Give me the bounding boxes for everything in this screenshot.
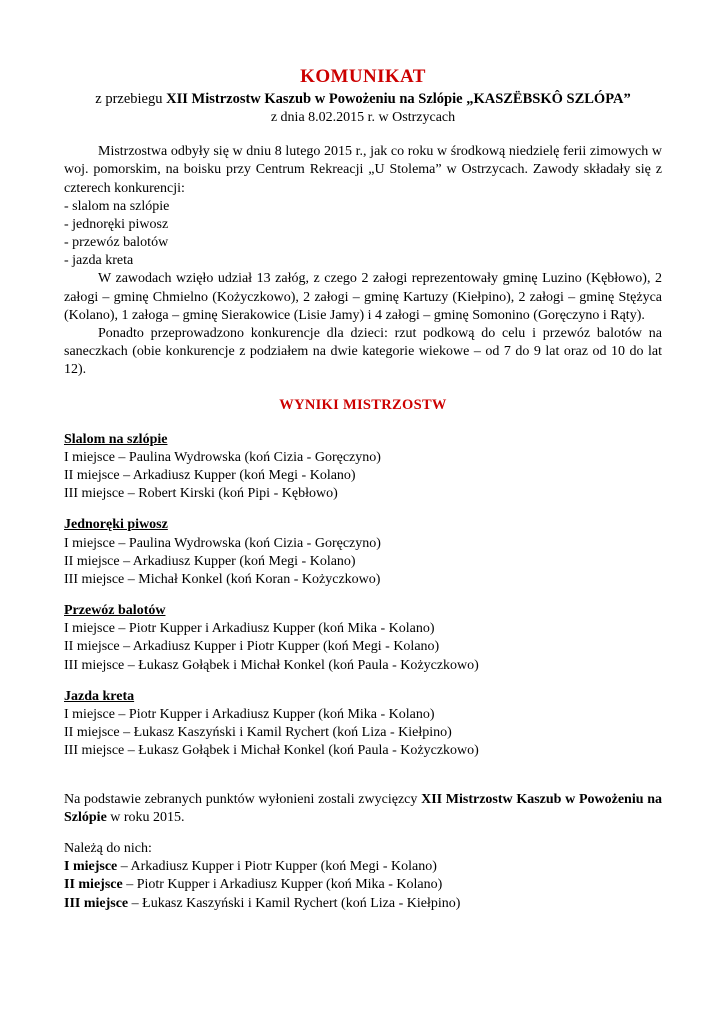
result-category-title: Slalom na szlópie	[64, 431, 168, 447]
kids-paragraph: Ponadto przeprowadzono konkurencje dla dzieci: rzut podkową do celu i przewóz balotów na saneczkach (obie konkurencje z podziałem na dwie kategorie wiekowe – od 7 do 9 lat oraz od 10 do lat 12).	[64, 326, 662, 378]
intro-paragraph: Mistrzostwa odbyły się w dniu 8 lutego 2015 r., jak co roku w środkową niedzielę ferii zimowych w woj. pomorskim, na boisku przy Centrum Rekreacji „U Stolema” w Ostrzycach. Zawody składały się z czterech konkurencji:	[64, 144, 662, 196]
winner-text: – Łukasz Kaszyński i Kamil Rychert (koń Liza - Kiełpino)	[128, 895, 461, 911]
winner-item	[64, 876, 662, 894]
spacer	[64, 126, 662, 143]
closing-suffix: w roku 2015.	[106, 809, 185, 825]
spacer	[64, 380, 662, 397]
result-category-title: Jazda kreta	[64, 688, 135, 704]
winner-place: I miejsce	[64, 859, 118, 875]
document-date: z dnia 8.02.2015 r. w Ostrzycach	[270, 110, 456, 126]
result-place: II miejsce – Łukasz Kaszyński i Kamil Rychert (koń Liza - Kiełpino)	[64, 725, 452, 741]
spacer	[64, 503, 662, 516]
winners-intro: Należą do nich:	[64, 840, 152, 856]
result-place: III miejsce – Łukasz Gołąbek i Michał Konkel (koń Paula - Kożyczkowo)	[64, 657, 479, 673]
result-place: III miejsce – Robert Kirski (koń Pipi - Kębłowo)	[64, 486, 338, 502]
document-subtitle	[64, 90, 662, 108]
list-item: - jednoręki piwosz	[64, 216, 169, 232]
closing-bold: XII Mistrzostw Kaszub w Powożeniu na Szlópie	[64, 791, 662, 825]
list-item: - slalom na szlópie	[64, 198, 170, 214]
spacer	[64, 827, 662, 840]
spacer	[64, 589, 662, 602]
subtitle-bold: XII Mistrzostw Kaszub w Powożeniu na Szlópie „KASZËBSKÔ SZLÓPA”	[166, 91, 631, 107]
result-place: I miejsce – Piotr Kupper i Arkadiusz Kupper (koń Mika - Kolano)	[64, 707, 435, 722]
result-place: II miejsce – Arkadiusz Kupper (koń Megi - Kolano)	[64, 467, 356, 483]
page-title: KOMUNIKAT	[300, 66, 426, 87]
spacer	[64, 761, 662, 778]
closing-paragraph	[64, 791, 662, 827]
result-place: II miejsce – Arkadiusz Kupper i Piotr Kupper (koń Megi - Kolano)	[64, 639, 440, 655]
result-place: III miejsce – Michał Konkel (koń Koran - Kożyczkowo)	[64, 571, 381, 587]
list-item: - przewóz balotów	[64, 235, 169, 251]
list-item: - jazda kreta	[64, 253, 134, 269]
spacer	[64, 675, 662, 688]
result-place: III miejsce – Łukasz Gołąbek i Michał Konkel (koń Paula - Kożyczkowo)	[64, 743, 479, 759]
winner-item	[64, 858, 662, 876]
result-category-title: Przewóz balotów	[64, 603, 166, 619]
winner-place: III miejsce	[64, 895, 129, 911]
results-heading: WYNIKI MISTRZOSTW	[279, 396, 447, 413]
winner-text: – Arkadiusz Kupper i Piotr Kupper (koń Megi - Kolano)	[117, 859, 437, 875]
closing-prefix: Na podstawie zebranych punktów wyłonieni zostali zwycięzcy	[64, 791, 422, 807]
result-category-title: Jednoręki piwosz	[64, 517, 168, 533]
subtitle-prefix: z przebiegu	[95, 91, 167, 107]
winner-place: II miejsce	[64, 877, 123, 893]
result-place: II miejsce – Arkadiusz Kupper (koń Megi - Kolano)	[64, 553, 356, 569]
teams-paragraph: W zawodach wzięło udział 13 załóg, z czego 2 załogi reprezentowały gminę Luzino (Kębłowo), 2 załogi – gminę Chmielno (Kożyczkowo), 2 załogi – gminę Kartuzy (Kiełpino), 2 załogi – gminę Stężyca (Kolano), 1 załoga – gminę Sierakowice (Lisie Jamy) i 4 załogi – gminę Somonino (Goręczyno i Rąty).	[64, 271, 662, 323]
spacer	[64, 778, 662, 791]
spacer	[64, 414, 662, 431]
winner-text: – Piotr Kupper i Arkadiusz Kupper (koń Mika - Kolano)	[122, 877, 443, 893]
result-place: I miejsce – Paulina Wydrowska (koń Cizia - Goręczyno)	[64, 449, 381, 465]
result-place: I miejsce – Paulina Wydrowska (koń Cizia - Goręczyno)	[64, 535, 381, 551]
result-place: I miejsce – Piotr Kupper i Arkadiusz Kupper (koń Mika - Kolano)	[64, 621, 435, 637]
winner-item	[64, 895, 662, 913]
